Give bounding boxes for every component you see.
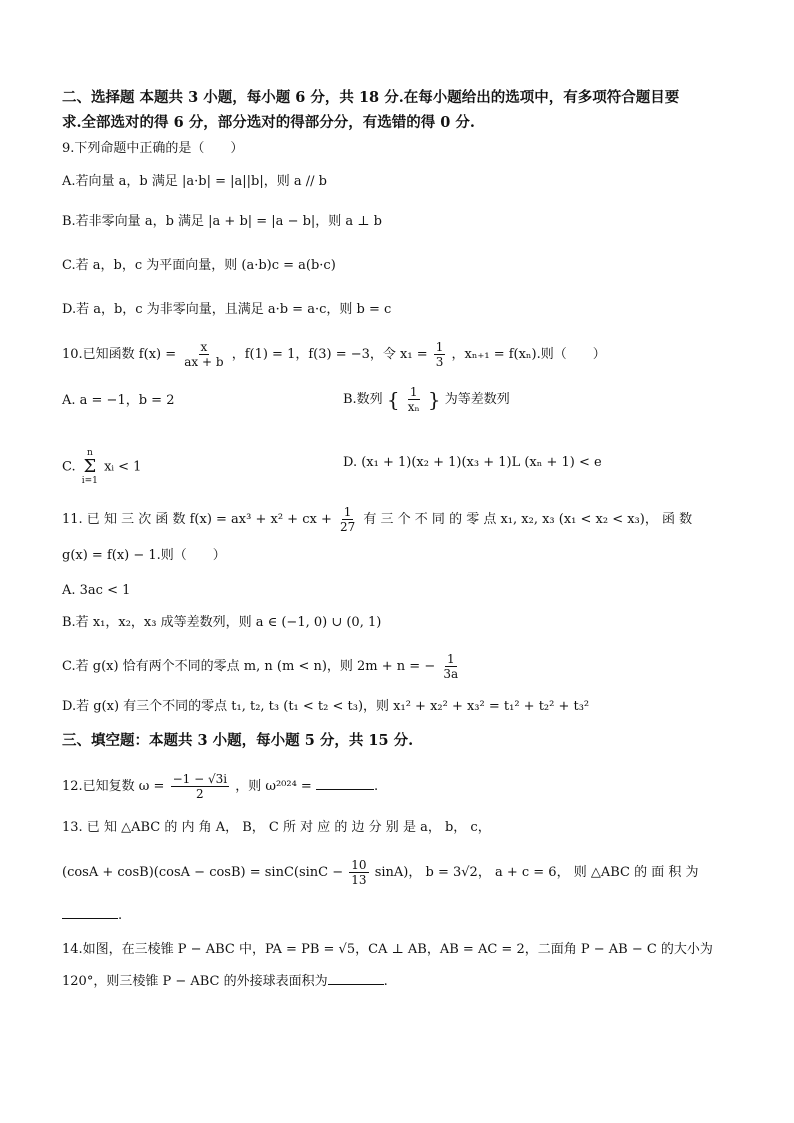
q14-line2 bbox=[62, 972, 388, 992]
q13-answer-blank[interactable] bbox=[62, 906, 118, 919]
q10-frac-den: ax + b bbox=[184, 355, 224, 369]
section2-title-line2: 求.全部选对的得 6 分，部分选对的得部分分，有选错的得 0 分. bbox=[62, 114, 475, 131]
section2-title-line1: 二、选择题 本题共 3 小题，每小题 6 分，共 18 分.在每小题给出的选项中，有多项符合题目要 bbox=[62, 89, 680, 106]
q10-b-num: 1 bbox=[409, 385, 418, 399]
q11-option-a: A. 3ac < 1 bbox=[62, 583, 131, 598]
q10-x1-den: 3 bbox=[435, 355, 444, 369]
q10-c-pre: C. bbox=[62, 459, 76, 475]
q10-stem-b: ，f(1) = 1，f(3) = −3，令 x₁ = bbox=[231, 347, 428, 362]
q12-pre: 12.已知复数 ω = bbox=[62, 779, 165, 794]
q10-option-a: A. a = −1，b = 2 bbox=[62, 393, 175, 408]
q10-frac-num: x bbox=[200, 340, 208, 354]
q9-option-d: D.若 a，b，c 为非零向量，且满足 a·b = a·c，则 b = c bbox=[62, 302, 392, 317]
q13-num: 10 bbox=[351, 858, 367, 872]
q11-stem-line2: g(x) = f(x) − 1.则（ ） bbox=[62, 548, 226, 563]
q10-c-sigma-top: n bbox=[86, 448, 93, 458]
q10-fraction bbox=[182, 340, 225, 369]
q12-period: . bbox=[373, 779, 379, 794]
q14-line1: 14.如图，在三棱锥 P − ABC 中，PA = PB = √5，CA ⊥ AB，AB = AC = 2，二面角 P − AB − C 的大小为 bbox=[62, 942, 713, 957]
q11-c-pre: C.若 g(x) 恰有两个不同的零点 m, n (m < n)，则 2m + n = − bbox=[62, 659, 436, 674]
q11-stem bbox=[62, 505, 692, 534]
q10-b-right-brace: } bbox=[427, 387, 441, 412]
q10-stem-c: ，xₙ₊₁ = f(xₙ).则（ ） bbox=[451, 347, 606, 362]
q14-answer-blank[interactable] bbox=[328, 972, 384, 985]
q13-line2-post: sinA)， b = 3√2， a + c = 6， 则 △ABC 的 面 积 为 bbox=[374, 865, 699, 880]
q10-b-left-brace: { bbox=[386, 387, 400, 412]
q13-fraction bbox=[349, 858, 368, 887]
q13-den: 13 bbox=[351, 873, 367, 887]
q10-option-b bbox=[343, 385, 510, 414]
q13-line1: 13. 已 知 △ABC 的 内 角 A， B， C 所 对 应 的 边 分 别 是 a， b， c， bbox=[62, 820, 491, 835]
q10-option-c bbox=[62, 448, 141, 486]
q9-option-a: A.若向量 a，b 满足 |a·b| = |a||b|，则 a // b bbox=[62, 174, 327, 189]
q11-stem-b: 有 三 个 不 同 的 零 点 x₁, x₂, x₃ (x₁ < x₂ < x₃)， 函 数 bbox=[363, 512, 693, 527]
section3-title: 三、填空题：本题共 3 小题，每小题 5 分，共 15 分. bbox=[62, 732, 414, 749]
q10-c-post: xᵢ < 1 bbox=[104, 459, 142, 475]
q11-c-fraction bbox=[441, 652, 460, 681]
q11-option-c bbox=[62, 652, 462, 681]
q13-period: . bbox=[118, 908, 123, 923]
q10-b-fraction bbox=[406, 385, 422, 414]
q11-stem-a: 11. 已 知 三 次 函 数 f(x) = ax³ + x² + cx + bbox=[62, 512, 332, 527]
q11-c-den: 3a bbox=[443, 667, 459, 681]
q10-stem-a: 10.已知函数 f(x) = bbox=[62, 347, 177, 362]
q9-option-c: C.若 a，b，c 为平面向量，则 (a·b)c = a(b·c) bbox=[62, 258, 336, 273]
q10-x1-fraction bbox=[434, 340, 446, 369]
q10-c-sigma bbox=[82, 448, 98, 486]
q12-num: −1 − √3i bbox=[172, 772, 228, 786]
q10-b-pre: B.数列 bbox=[343, 392, 383, 407]
q9-option-b: B.若非零向量 a，b 满足 |a + b| = |a − b|，则 a ⊥ b bbox=[62, 214, 382, 229]
q12-stem bbox=[62, 772, 378, 801]
q10-c-sigma-bottom: i=1 bbox=[81, 476, 98, 486]
q10-b-den: xₙ bbox=[407, 400, 420, 414]
q10-x1-num: 1 bbox=[435, 340, 444, 354]
q11-option-b: B.若 x₁，x₂，x₃ 成等差数列，则 a ∈ (−1, 0) ∪ (0, 1) bbox=[62, 615, 382, 630]
q11-c-num: 1 bbox=[446, 652, 455, 666]
q14-line2-text: 120°，则三棱锥 P − ABC 的外接球表面积为 bbox=[62, 974, 328, 989]
q11-frac-num: 1 bbox=[343, 505, 352, 519]
q12-fraction bbox=[171, 772, 230, 801]
q10-option-d: D. (x₁ + 1)(x₂ + 1)(x₃ + 1)L (xₙ + 1) < e bbox=[343, 455, 602, 470]
q10-stem bbox=[62, 340, 606, 369]
q9-stem: 9.下列命题中正确的是（ ） bbox=[62, 141, 244, 156]
q11-option-d: D.若 g(x) 有三个不同的零点 t₁, t₂, t₃ (t₁ < t₂ < t₃)，则 x₁² + x₂² + x₃² = t₁² + t₂² + t₃² bbox=[62, 699, 590, 714]
q12-den: 2 bbox=[196, 787, 204, 801]
q13-line2 bbox=[62, 858, 699, 887]
q10-c-sigma-symbol: Σ bbox=[83, 456, 97, 477]
q13-line2-pre: (cosA + cosB)(cosA − cosB) = sinC(sinC − bbox=[62, 865, 344, 880]
q11-frac-den: 27 bbox=[339, 520, 356, 534]
q11-fraction bbox=[338, 505, 357, 534]
q10-b-post: 为等差数列 bbox=[444, 392, 510, 407]
q13-answer-row bbox=[62, 906, 122, 926]
q12-answer-blank[interactable] bbox=[316, 777, 374, 790]
q14-period: . bbox=[383, 974, 388, 989]
q12-post: ，则 ω²⁰²⁴ = bbox=[235, 779, 312, 794]
